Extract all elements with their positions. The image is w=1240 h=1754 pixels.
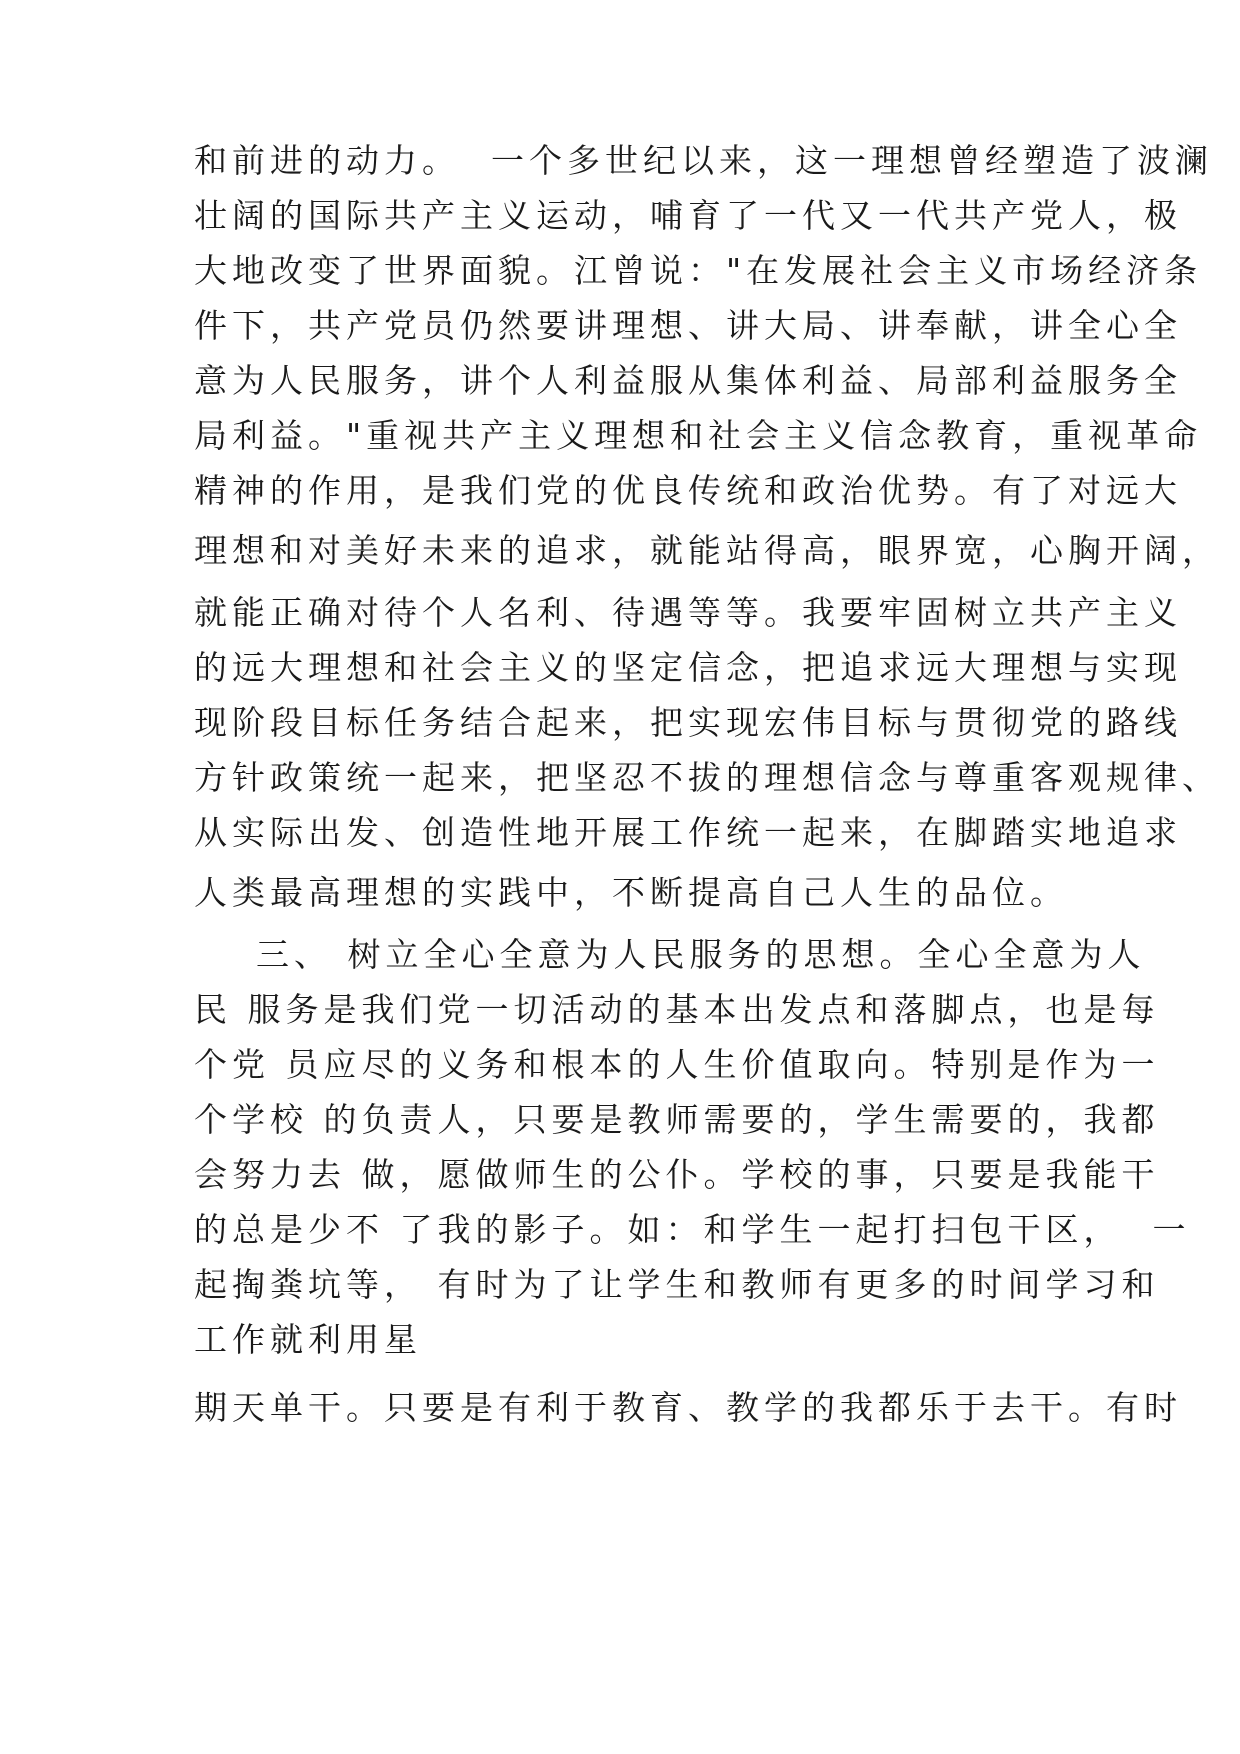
text-line: 件下，共产党员仍然要讲理想、讲大局、讲奉献，讲全心全 — [194, 306, 1182, 345]
text-line: 的总是少不 了我的影子。如：和学生一起打扫包干区， 一 — [194, 1210, 1191, 1249]
text-line: 现阶段目标任务结合起来，把实现宏伟目标与贯彻党的路线 — [194, 703, 1182, 742]
text-line: 三、 树立全心全意为人民服务的思想。全心全意为人 — [194, 935, 1146, 974]
text-line: 方针政策统一起来，把坚忍不拔的理想信念与尊重客观规律、 — [194, 758, 1220, 797]
text-line: 工作就利用星 — [194, 1320, 422, 1359]
text-line: 理想和对美好未来的追求，就能站得高，眼界宽，心胸开阔， — [194, 531, 1220, 570]
text-line: 和前进的动力。 一个多世纪以来，这一理想曾经塑造了波澜 — [194, 141, 1213, 180]
text-line: 个学校 的负责人，只要是教师需要的，学生需要的，我都 — [194, 1100, 1160, 1139]
text-line: 从实际出发、创造性地开展工作统一起来，在脚踏实地追求 — [194, 813, 1182, 852]
text-line: 个党 员应尽的义务和根本的人生价值取向。特别是作为一 — [194, 1045, 1160, 1084]
text-line: 意为人民服务，讲个人利益服从集体利益、局部利益服务全 — [194, 361, 1182, 400]
text-line: 民 服务是我们党一切活动的基本出发点和落脚点，也是每 — [194, 990, 1160, 1029]
text-line: 起掏粪坑等， 有时为了让学生和教师有更多的时间学习和 — [194, 1265, 1160, 1304]
text-line: 局利益。"重视共产主义理想和社会主义信念教育，重视革命 — [194, 416, 1203, 455]
text-line: 会努力去 做，愿做师生的公仆。学校的事，只要是我能干 — [194, 1155, 1160, 1194]
text-line: 精神的作用，是我们党的优良传统和政治优势。有了对远大 — [194, 471, 1182, 510]
text-line: 人类最高理想的实践中，不断提高自己人生的品位。 — [194, 873, 1068, 912]
text-line: 大地改变了世界面貌。江曾说："在发展社会主义市场经济条 — [194, 251, 1203, 290]
text-line: 壮阔的国际共产主义运动，哺育了一代又一代共产党人，极 — [194, 196, 1182, 235]
text-line: 就能正确对待个人名利、待遇等等。我要牢固树立共产主义 — [194, 593, 1182, 632]
text-line: 的远大理想和社会主义的坚定信念，把追求远大理想与实现 — [194, 648, 1182, 687]
text-line: 期天单干。只要是有利于教育、教学的我都乐于去干。有时 — [194, 1388, 1182, 1427]
